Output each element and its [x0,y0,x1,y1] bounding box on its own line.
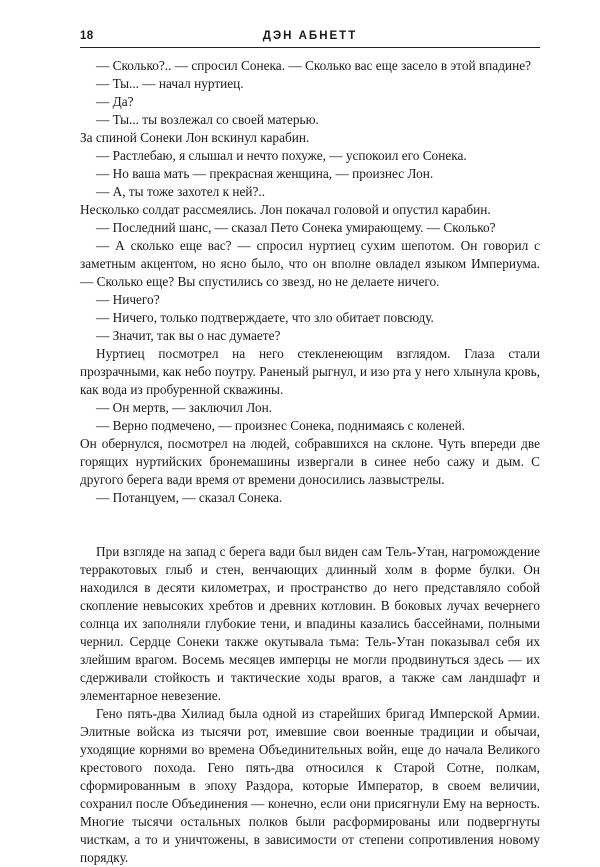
paragraph: — Ты... — начал нуртиец. [96,76,244,91]
paragraph: — Значит, так вы о нас думаете? [96,328,281,343]
paragraph: Гено пять-два Хилиад была одной из старейших бригад Имперской Армии. Элитные войска из тысячи рот, имевшие свои военные традиции и обычаи, уходящие корнями во времена Объединительных войн, еще до начала Великого крестового похода. Гено пять-два относился к Старой Сотне, полкам, сформированным в эпоху Раздора, которые Император, в своем величии, сохранил после Объединения — конечно, если они присягнули Ему на верность. Многие тысячи остальных полков были расформированы или подвергнуты чисткам, а то и уничтожены, в зависимости от степени сопротивления новому порядку. [80,706,540,865]
paragraph: — Потанцуем, — сказал Сонека. [96,490,283,505]
paragraph: — Верно подмечено, — произнес Сонека, поднимаясь с коленей. [96,418,466,433]
paragraph: — Последний шанс, — сказал Пето Сонека умирающему. — Сколько? [96,220,496,235]
header-rule [80,47,540,48]
page-body [80,57,540,867]
paragraph: — Он мертв, — заключил Лон. [96,400,273,415]
paragraph: За спиной Сонеки Лон вскинул карабин. [80,130,310,145]
paragraph: — Но ваша мать — прекрасная женщина, — произнес Лон. [96,166,434,181]
paragraph: — Растлебаю, я слышал и нечто похуже, — успокоил его Сонека. [96,148,467,163]
paragraph: Он обернулся, посмотрел на людей, собравшихся на склоне. Чуть впереди две горящих нуртийских бронемашины извергали в синее небо сажу и дым. С другого берега вади время от времени доносились лазвыстрелы. [80,436,540,487]
running-head: ДЭН АБНЕТТ [262,30,358,42]
paragraph: — Сколько?.. — спросил Сонека. — Сколько вас еще засело в этой впадине? [96,58,532,73]
paragraph: — А сколько еще вас? — спросил нуртиец сухим шепотом. Он говорил с заметным акцентом, но ясно было, что он вполне овладел языком Империума. — Сколько еще? Вы спустились со звезд, но не делаете ничего. [80,238,540,289]
paragraph: — Ничего, только подтверждаете, что зло обитает повсюду. [96,310,434,325]
paragraph: — Да? [96,94,134,109]
paragraph: Нуртиец посмотрел на него стекленеющим взглядом. Глаза стали прозрачными, как небо поутру. Раненый рыгнул, и изо рта у него хлынула кровь, как вода из пробуренной скважины. [80,346,540,397]
paragraph: — Ты... ты возлежал со своей матерью. [96,112,319,127]
paragraph: — А, ты тоже захотел к ней?.. [96,184,266,199]
page-number: 18 [80,30,94,42]
paragraph: При взгляде на запад с берега вади был виден сам Тель-Утан, нагромождение терракотовых глыб и стен, венчающих длинный холм в форме булки. Он находился в десяти километрах, и пространство до него представляло собой скопление невысоких хребтов и древних котловин. В боковых лучах вечернего солнца их заполняли глубокие тени, и впадины казались бассейнами, полными чернил. Сердце Сонеки также окутывала тьма: Тель-Утан показывал себя их злейшим врагом. Восемь месяцев имперцы не могли продвинуться здесь — их сдерживали стойкость и тактические ходы врагов, а также сам ландшафт и элементарное невезение. [80,544,540,703]
paragraph: Несколько солдат рассмеялись. Лон покачал головой и опустил карабин. [80,202,491,217]
section-break [80,507,540,543]
paragraph: — Ничего? [96,292,160,307]
